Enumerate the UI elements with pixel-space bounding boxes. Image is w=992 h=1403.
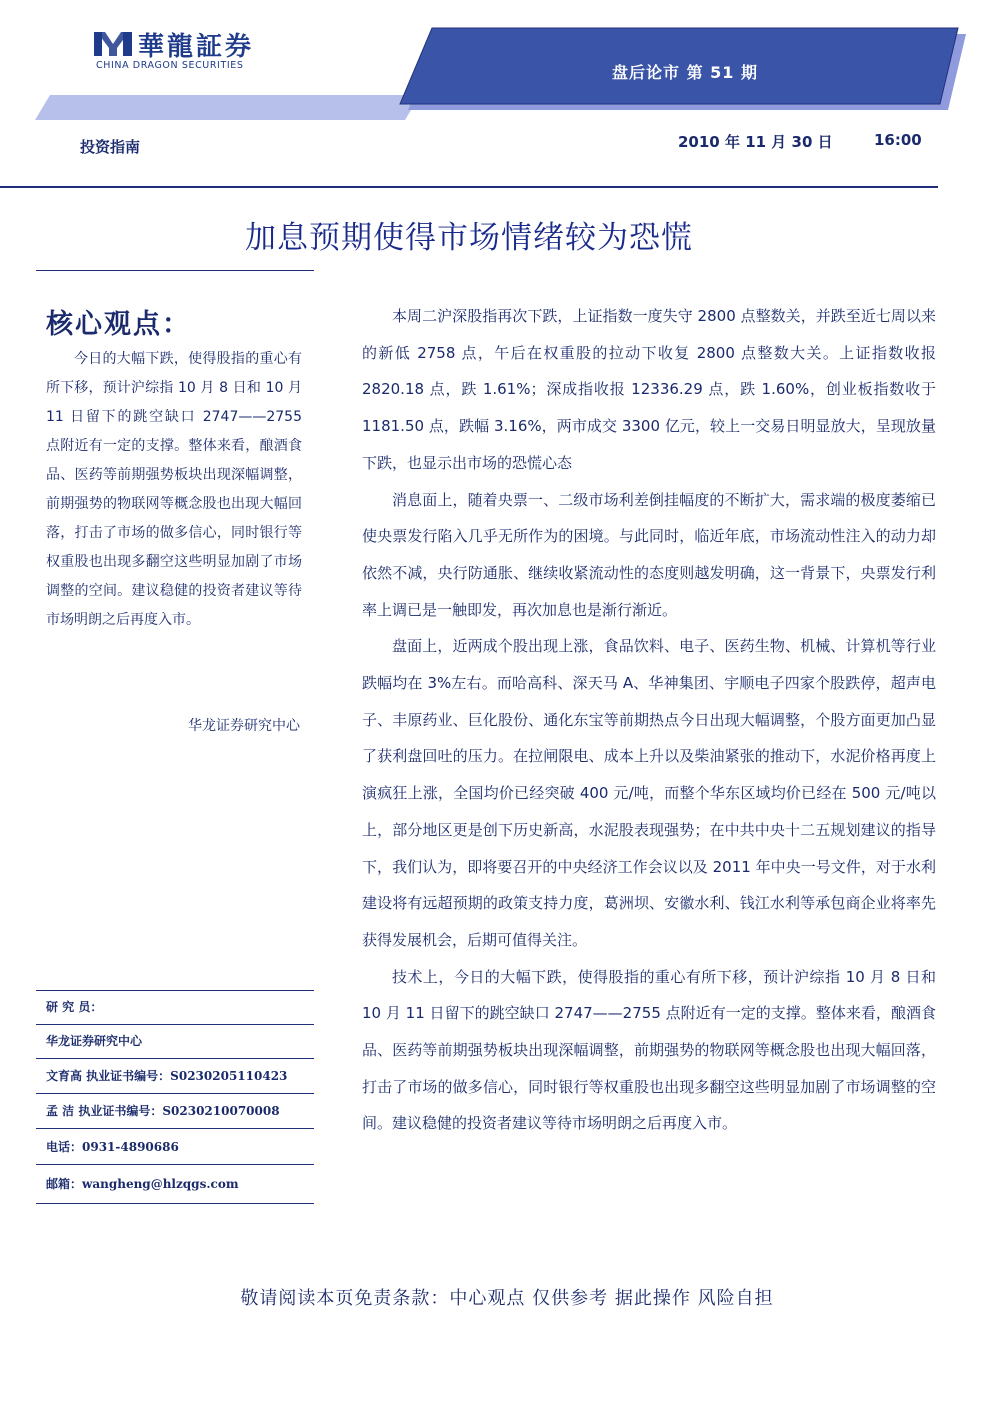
company-logo [92, 26, 282, 72]
sidebar-top-divider [36, 270, 314, 271]
info-divider [36, 1093, 314, 1094]
dragon-logo-icon [92, 28, 134, 60]
report-category: 投资指南 [80, 138, 141, 156]
report-time: 16:00 [874, 131, 922, 149]
info-divider [36, 1058, 314, 1059]
contact-phone: 电话：0931-4890686 [46, 1140, 179, 1154]
core-view-text: 今日的大幅下跌，使得股指的重心有所下移，预计沪综指 10 月 8 日和 10 月 11 日留下的跳空缺口 2747——2755 点附近有一定的支撑。整体来看，酿酒食品、医药等前期强势板块出现深幅调整，前期强势的物联网等概念股也出现大幅回落，打击了市场的做多信心，同时银行等权重股也出现多翻空这些明显加剧了市场调整的空间。建议稳健的投资者建议等待市场明朗之后再度入市。 [46, 351, 302, 628]
research-org: 华龙证券研究中心 [46, 1034, 143, 1048]
page-title: 加息预期使得市场情绪较为恐慌 [245, 220, 693, 256]
core-view-heading: 核心观点： [46, 309, 191, 340]
article-paragraph: 技术上，今日的大幅下跌，使得股指的重心有所下移，预计沪综指 10 月 8 日和 10 月 11 日留下的跳空缺口 2747——2755 点附近有一定的支撑。整体来看，酿酒食品、医药等前期强势板块出现深幅调整，前期强势的物联网等概念股也出现大幅回落，打击了市场的做多信心，同时银行等权重股也出现多翻空这些明显加剧了市场调整的空间。建议稳健的投资者建议等待市场明朗之后再度入市。 [362, 967, 936, 1133]
contact-email: 邮箱：wangheng@hlzqgs.com [46, 1177, 239, 1191]
info-divider [36, 990, 314, 991]
info-divider [36, 1128, 314, 1129]
researcher-label: 研 究 员： [46, 1000, 103, 1014]
article-body [362, 298, 936, 1142]
logo-chinese-text: 華龍証券 [138, 32, 255, 62]
issue-title: 盘后论市 第 51 期 [612, 63, 758, 82]
info-divider [36, 1164, 314, 1165]
analyst-2: 孟 洁 执业证书编号：S0230210070008 [46, 1104, 280, 1118]
info-divider [36, 1203, 314, 1204]
header-light-band [35, 95, 420, 120]
article-paragraph: 消息面上，随着央票一、二级市场利差倒挂幅度的不断扩大，需求端的极度萎缩已使央票发行陷入几乎无所作为的困境。与此同时，临近年底，市场流动性注入的动力却依然不减，央行防通胀、继续收紧流动性的态度则越发明确，这一背景下，央票发行利率上调已是一触即发，再次加息也是渐行渐近。 [362, 490, 936, 619]
article-paragraph: 本周二沪深股指再次下跌，上证指数一度失守 2800 点整数关，并跌至近七周以来的新低 2758 点，午后在权重股的拉动下收复 2800 点整数大关。上证指数收报 2820.18 点，跌 1.61%；深成指收报 12336.29 点，跌 1.60%，创业板指数收于 1181.50 点，跌幅 3.16%，两市成交 3300 亿元，较上一交易日明显放大，呈现放量下跌，也显示出市场的恐慌心态 [362, 307, 936, 472]
core-view-signature: 华龙证券研究中心 [188, 718, 300, 734]
analyst-1: 文育高 执业证书编号：S0230205110423 [46, 1069, 288, 1083]
article-paragraph: 盘面上，近两成个股出现上涨，食品饮料、电子、医药生物、机械、计算机等行业跌幅均在 3%左右。而哈高科、深天马 A、华神集团、宇顺电子四家个股跌停，超声电子、丰原药业、巨化股份、通化东宝等前期热点今日出现大幅调整，个股方面更加凸显了获利盘回吐的压力。在拉闸限电、成本上升以及柴油紧张的推动下，水泥价格再度上演疯狂上涨，全国均价已经突破 400 元/吨，而整个华东区域均价已经在 500 元/吨以上，部分地区更是创下历史新高，水泥股表现强势；在中共中央十二五规划建议的指导下，我们认为，即将要召开的中央经济工作会议以及 2011 年中央一号文件，对于水利建设将有远超预期的政策支持力度，葛洲坝、安徽水利、钱江水利等承包商企业将率先获得发展机会，后期可值得关注。 [362, 637, 936, 949]
report-date: 2010 年 11 月 30 日 [678, 133, 833, 151]
footer-disclaimer: 敬请阅读本页免责条款：中心观点 仅供参考 据此操作 风险自担 [240, 1288, 774, 1309]
logo-english-text: CHINA DRAGON SECURITIES [96, 60, 244, 71]
info-divider [36, 1024, 314, 1025]
header-divider [0, 186, 938, 188]
